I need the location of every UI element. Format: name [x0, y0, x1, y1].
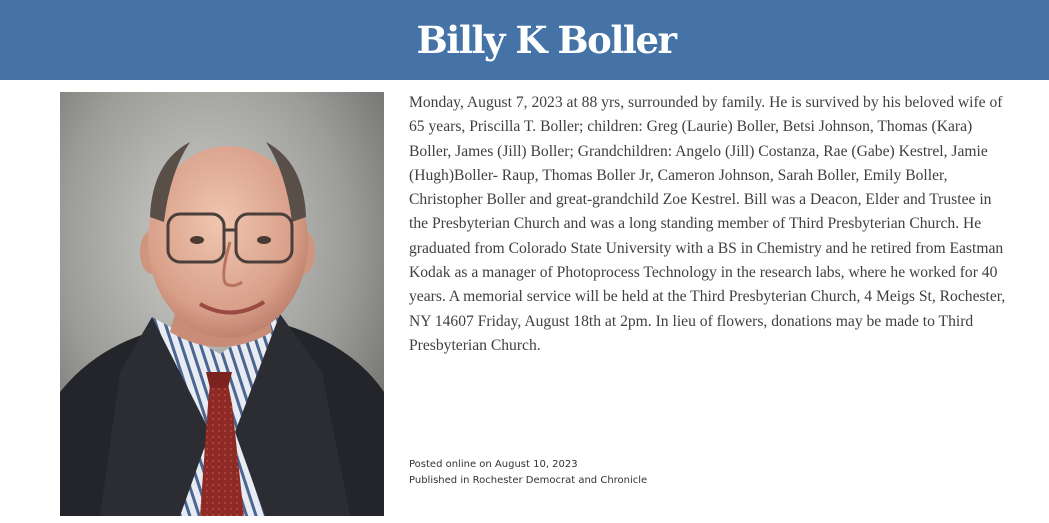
publication-info: [409, 457, 647, 489]
obituary-text: Monday, August 7, 2023 at 88 yrs, surrounded by family. He is survived by his beloved wife of 65 years, Priscilla T. Boller; children: Greg (Laurie) Boller, Betsi Johnson, Thomas (Kara) Boller, James (Jill) Boller; Grandchildren: Angelo (Jill) Costanza, Rae (Gabe) Kestrel, Jamie (Hugh)Boller- Raup, Thomas Boller Jr, Cameron Johnson, Sarah Boller, Emily Boller, Christopher Boller and great-grandchild Zoe Kestrel. Bill was a Deacon, Elder and Trustee in the Presbyterian Church and was a long standing member of Third Presbyterian Church. He graduated from Colorado State University with a BS in Chemistry and he retired from Eastman Kodak as a manager of Photoprocess Technology in the research labs, where he worked for 40 years. A memorial service will be held at the Third Presbyterian Church, 4 Meigs St, Rochester, NY 14607 Friday, August 18th at 2pm. In lieu of flowers, donations may be made to Third Presbyterian Church.: [409, 94, 1006, 354]
page-header: [0, 0, 1049, 80]
posted-date: Posted online on August 10, 2023: [409, 459, 578, 470]
portrait-photo: [60, 92, 384, 516]
portrait-illustration: [60, 92, 384, 516]
page-title: Billy K Boller: [416, 18, 676, 62]
published-in: Published in Rochester Democrat and Chronicle: [409, 475, 648, 486]
